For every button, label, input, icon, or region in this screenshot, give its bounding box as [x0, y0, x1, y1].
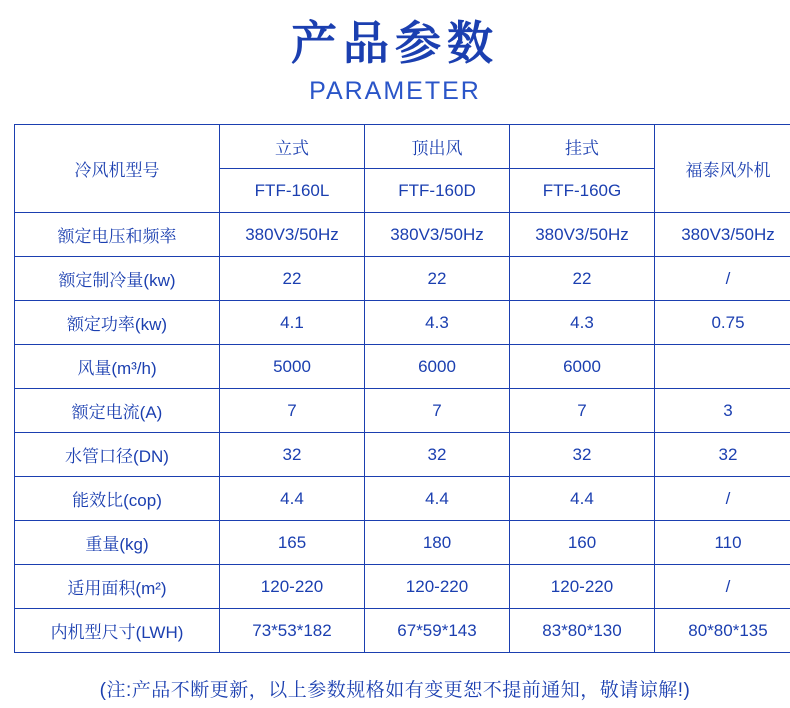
parameter-table-wrap: [14, 124, 776, 653]
table-row: [15, 213, 790, 257]
table-row: [15, 433, 790, 477]
parameter-table: [14, 124, 790, 653]
row-cell: 180: [365, 521, 510, 565]
row-cell: 32: [510, 433, 655, 477]
table-row: [15, 609, 790, 653]
header-type-1: 顶出风: [365, 125, 510, 169]
header-outdoor-unit: 福泰风外机: [655, 125, 790, 213]
row-cell: 120-220: [510, 565, 655, 609]
row-label: 重量(kg): [15, 521, 220, 565]
row-cell: /: [655, 565, 790, 609]
row-cell: 4.4: [365, 477, 510, 521]
table-row: [15, 389, 790, 433]
row-cell: 4.4: [510, 477, 655, 521]
row-label: 额定电压和频率: [15, 213, 220, 257]
table-header-row-type: [15, 125, 790, 169]
row-cell: 7: [220, 389, 365, 433]
row-cell: [655, 345, 790, 389]
row-cell: 4.3: [365, 301, 510, 345]
row-label: 水管口径(DN): [15, 433, 220, 477]
table-row: [15, 257, 790, 301]
header-model-2: FTF-160G: [510, 169, 655, 213]
table-row: [15, 345, 790, 389]
row-cell: 32: [220, 433, 365, 477]
row-label: 内机型尺寸(LWH): [15, 609, 220, 653]
row-cell: 4.4: [220, 477, 365, 521]
row-cell: 83*80*130: [510, 609, 655, 653]
table-row: [15, 301, 790, 345]
row-label: 额定功率(kw): [15, 301, 220, 345]
row-label: 额定制冷量(kw): [15, 257, 220, 301]
row-cell: 6000: [510, 345, 655, 389]
row-cell: 7: [365, 389, 510, 433]
row-cell: 6000: [365, 345, 510, 389]
row-cell: 380V3/50Hz: [365, 213, 510, 257]
row-cell: 3: [655, 389, 790, 433]
row-cell: 120-220: [365, 565, 510, 609]
header-model-1: FTF-160D: [365, 169, 510, 213]
row-cell: 80*80*135: [655, 609, 790, 653]
page-header: [0, 0, 790, 106]
row-cell: /: [655, 477, 790, 521]
row-cell: 32: [655, 433, 790, 477]
table-row: [15, 477, 790, 521]
row-cell: 165: [220, 521, 365, 565]
row-cell: 5000: [220, 345, 365, 389]
page-title-en: PARAMETER: [309, 77, 481, 106]
table-row: [15, 521, 790, 565]
row-label: 风量(m³/h): [15, 345, 220, 389]
row-label: 适用面积(m²): [15, 565, 220, 609]
row-cell: 380V3/50Hz: [510, 213, 655, 257]
row-cell: 4.3: [510, 301, 655, 345]
table-row: [15, 565, 790, 609]
row-cell: 22: [220, 257, 365, 301]
header-type-2: 挂式: [510, 125, 655, 169]
row-cell: 160: [510, 521, 655, 565]
row-cell: 67*59*143: [365, 609, 510, 653]
row-cell: 0.75: [655, 301, 790, 345]
row-cell: 7: [510, 389, 655, 433]
header-type-0: 立式: [220, 125, 365, 169]
row-cell: 73*53*182: [220, 609, 365, 653]
row-cell: 32: [365, 433, 510, 477]
header-model-0: FTF-160L: [220, 169, 365, 213]
row-label: 能效比(cop): [15, 477, 220, 521]
row-cell: 22: [510, 257, 655, 301]
row-label: 额定电流(A): [15, 389, 220, 433]
page-title-cn: 产品参数: [291, 17, 499, 69]
row-cell: 380V3/50Hz: [220, 213, 365, 257]
header-model-label: 冷风机型号: [15, 125, 220, 213]
row-cell: 110: [655, 521, 790, 565]
row-cell: 120-220: [220, 565, 365, 609]
row-cell: 380V3/50Hz: [655, 213, 790, 257]
row-cell: /: [655, 257, 790, 301]
row-cell: 22: [365, 257, 510, 301]
footer-note: (注:产品不断更新，以上参数规格如有变更恕不提前通知，敬请谅解!): [99, 680, 691, 702]
row-cell: 4.1: [220, 301, 365, 345]
